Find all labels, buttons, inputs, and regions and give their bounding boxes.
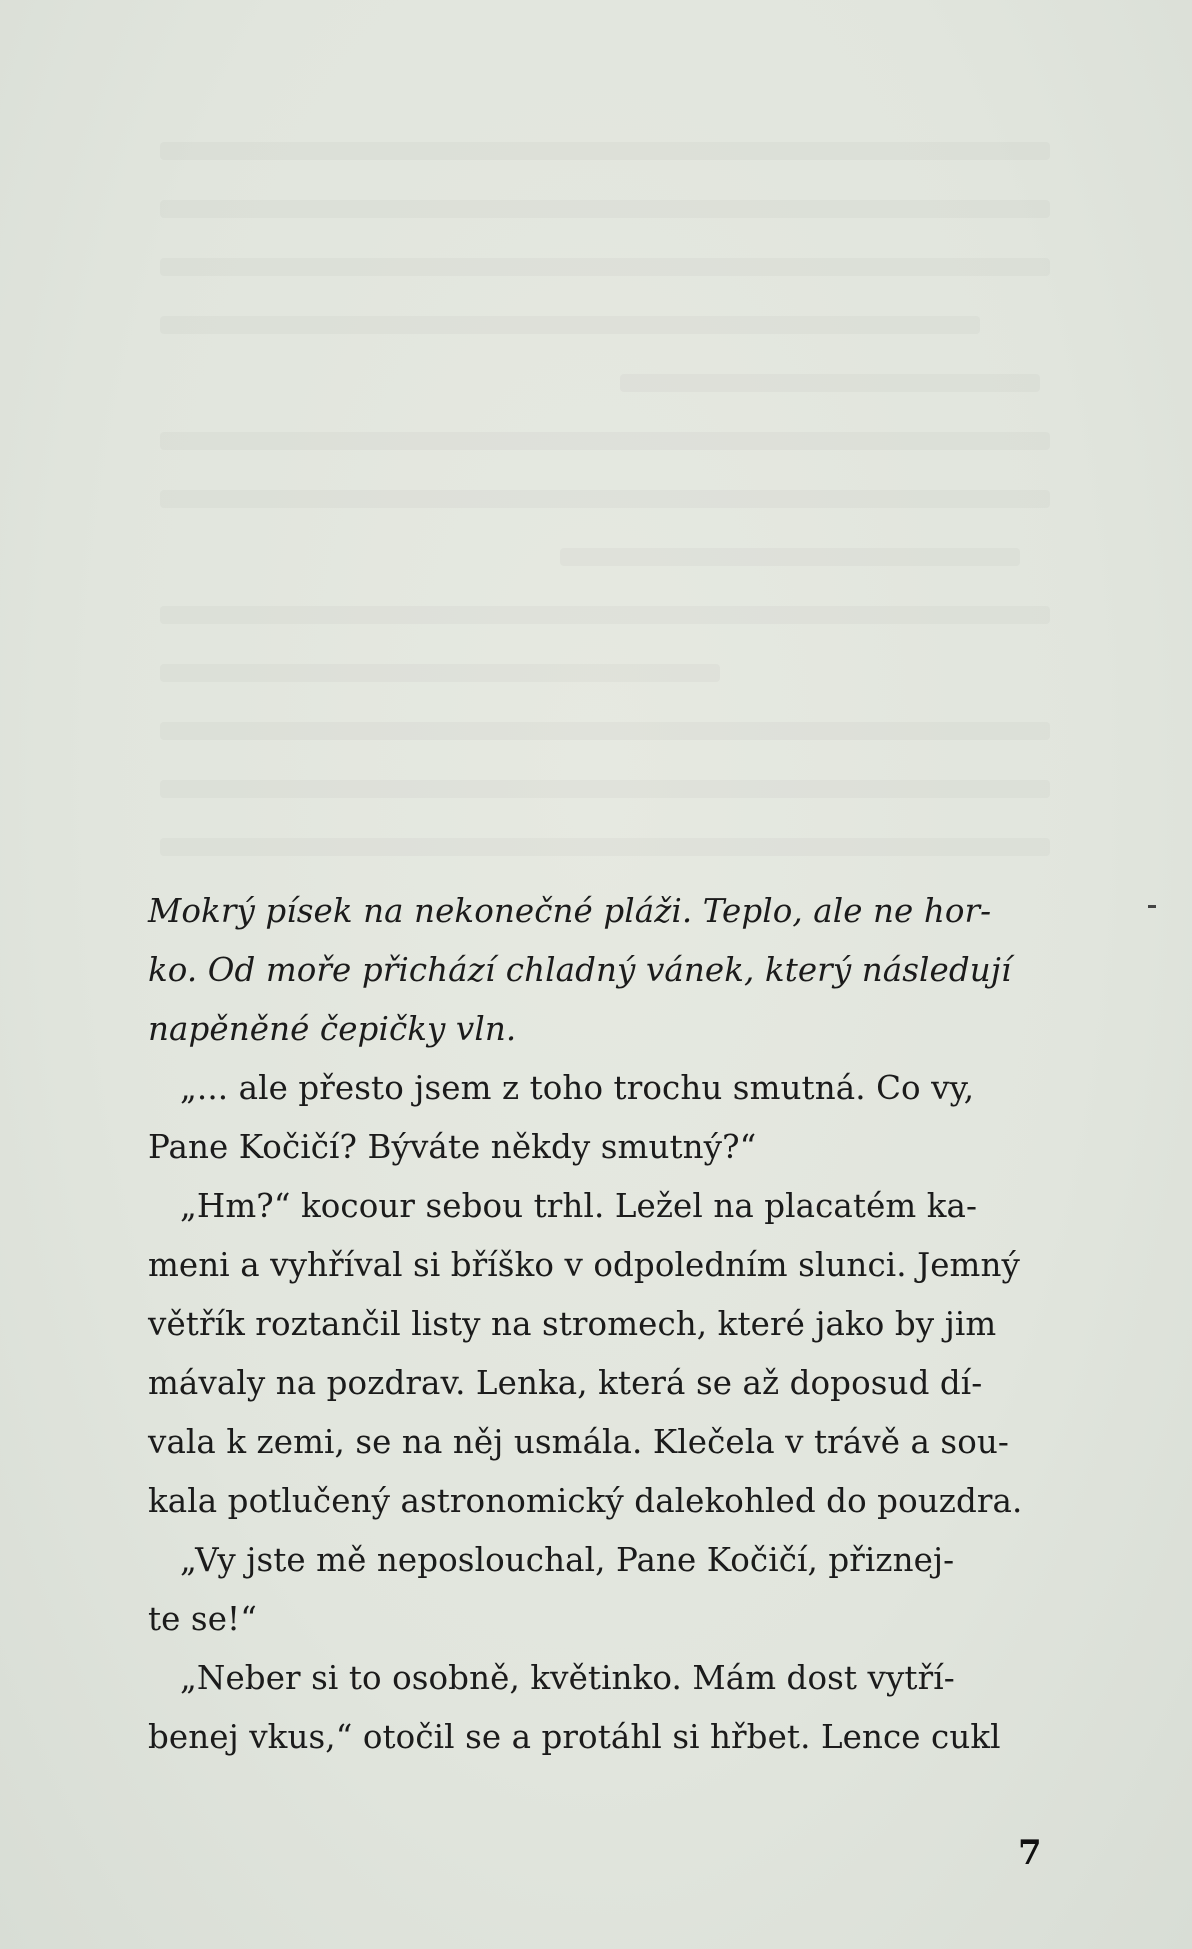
text-line: benej vkus,“ otočil se a protáhl si hřbet. Lence cukl	[148, 1718, 1001, 1756]
text-line: „Hm?“ kocour sebou trhl. Ležel na placatém ka-	[180, 1187, 978, 1225]
page-body-text	[148, 882, 1050, 1767]
text-line: Mokrý písek na nekonečné pláži. Teplo, ale ne hor-	[148, 892, 992, 930]
text-line: meni a vyhříval si bříško v odpoledním slunci. Jemný	[148, 1246, 1020, 1284]
text-line: „Neber si to osobně, květinko. Mám dost vytří-	[180, 1659, 955, 1697]
text-line: Pane Kočičí? Býváte někdy smutný?“	[148, 1128, 757, 1166]
show-through-line	[160, 490, 1050, 508]
text-line: te se!“	[148, 1600, 257, 1638]
show-through-line	[160, 200, 1050, 218]
show-through-line	[160, 142, 1050, 160]
show-through-line	[160, 432, 1050, 450]
show-through-line	[160, 838, 1050, 856]
show-through-line	[620, 374, 1040, 392]
text-line: kala potlučený astronomický dalekohled do pouzdra.	[148, 1482, 1023, 1520]
text-line: větřík roztančil listy na stromech, které jako by jim	[148, 1305, 997, 1343]
show-through-line	[160, 722, 1050, 740]
show-through-line	[160, 606, 1050, 624]
show-through-line	[160, 664, 720, 682]
margin-mark	[1148, 905, 1156, 908]
text-line: ko. Od moře přichází chladný vánek, který následují	[148, 951, 1012, 989]
text-line: vala k zemi, se na něj usmála. Klečela v trávě a sou-	[148, 1423, 1009, 1461]
show-through-line	[160, 780, 1050, 798]
show-through-line	[160, 316, 980, 334]
show-through-line	[160, 258, 1050, 276]
text-line: mávaly na pozdrav. Lenka, která se až doposud dí-	[148, 1364, 983, 1402]
text-line: „... ale přesto jsem z toho trochu smutná. Co vy,	[180, 1069, 975, 1107]
text-line: „Vy jste mě neposlouchal, Pane Kočičí, přiznej-	[180, 1541, 955, 1579]
show-through-line	[560, 548, 1020, 566]
text-line: napěněné čepičky vln.	[148, 1010, 517, 1048]
page-number: 7	[1018, 1833, 1042, 1873]
